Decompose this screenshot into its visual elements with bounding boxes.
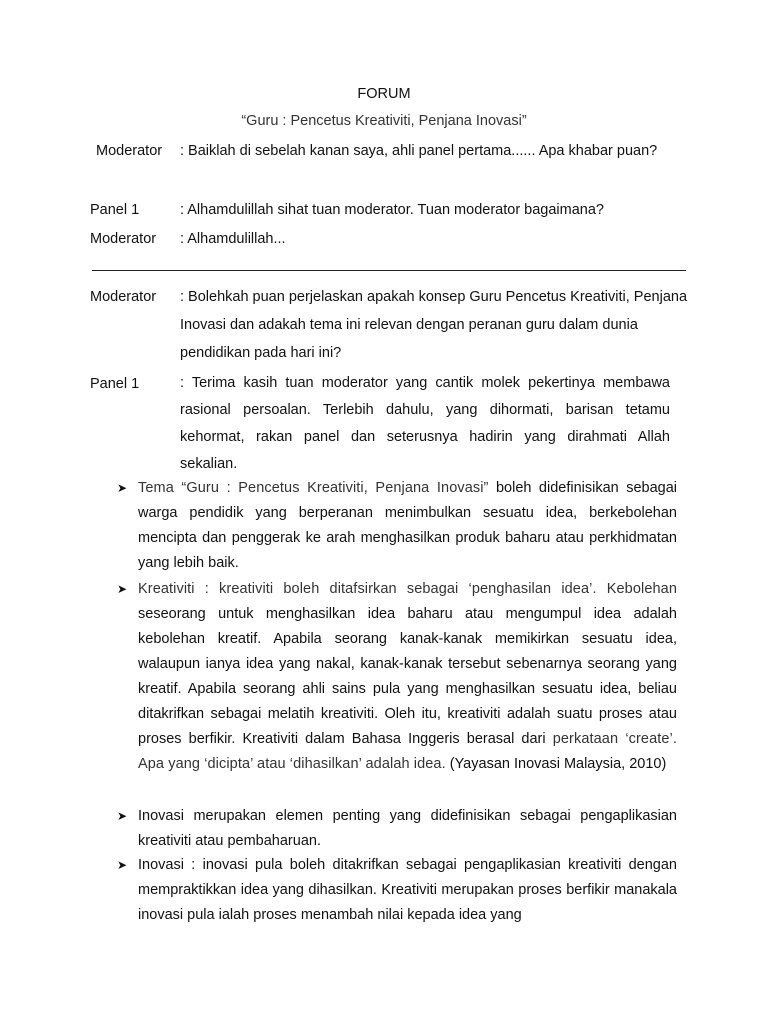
speaker: Panel 1	[90, 202, 140, 218]
intro-line-1	[96, 137, 696, 166]
bullet-text: Inovasi merupakan elemen penting yang didefinisikan sebagai pengaplikasian kreativiti atau pembaharuan.	[138, 808, 677, 849]
bullet-lead: Tema “Guru : Pencetus Kreativiti, Penjana Inovasi”	[138, 480, 489, 496]
speaker: Moderator	[90, 231, 157, 247]
dialogue-line-2	[90, 370, 690, 478]
arrow-bullet-icon: ➤	[117, 582, 128, 596]
arrow-bullet-icon: ➤	[117, 858, 128, 872]
bullet-text: seseorang untuk menghasilkan idea baharu atau mengumpul idea adalah kebolehan kreatif. Apabila seorang kanak-kanak memikirkan sesuatu idea, walaupun ianya idea yang nakal, kanak-kanak tersebut sebenarnya seorang yang kreatif. Apabila seorang ahli sains pula yang menghasilkan sesuatu idea, beliau ditakrifkan sebagai melatih kreativiti. Oleh itu, kreativiti adalah suatu proses atau proses berfikir. Kreativiti dalam Bahasa Inggeris berasal dari	[138, 606, 677, 747]
speaker: Moderator	[96, 143, 163, 159]
bullet-item	[117, 476, 677, 576]
bullet-item	[117, 577, 677, 777]
speech: : Terima kasih tuan moderator yang cantik molek pekertinya membawa rasional persoalan. Terlebih dahulu, yang dihormati, barisan tetamu kehormat, rakan panel dan seterusnya hadirin yang dirahmati Allah sekalian.	[180, 375, 670, 472]
speech: : Baiklah di sebelah kanan saya, ahli panel pertama...... Apa khabar puan?	[180, 143, 658, 159]
speech: : Bolehkah puan perjelaskan apakah konsep Guru Pencetus Kreativiti, Penjana Inovasi dan adakah tema ini relevan dengan peranan guru dalam dunia pendidikan pada hari ini?	[180, 289, 688, 361]
speech: : Alhamdulillah...	[180, 231, 286, 247]
intro-line-3	[90, 225, 690, 254]
dialogue-line-1	[90, 283, 690, 367]
bullet-end: (Yayasan Inovasi Malaysia, 2010)	[445, 756, 667, 772]
arrow-bullet-icon: ➤	[117, 481, 128, 495]
bullet-tail: perkataan ‘create’. Apa yang ‘dicipta’ atau ‘dihasilkan’ adalah idea.	[138, 731, 677, 772]
document-title: FORUM	[357, 86, 411, 102]
intro-line-2	[90, 196, 690, 225]
arrow-bullet-icon: ➤	[117, 809, 128, 823]
bullet-item	[117, 853, 677, 928]
bullet-text: Inovasi : inovasi pula boleh ditakrifkan sebagai pengaplikasian kreativiti dengan mempraktikkan idea yang dihasilkan. Kreativiti merupakan proses berfikir manakala inovasi pula ialah proses menambah nilai kepada idea yang	[138, 857, 677, 923]
divider	[92, 270, 686, 271]
speech: : Alhamdulillah sihat tuan moderator. Tuan moderator bagaimana?	[180, 202, 604, 218]
bullet-item	[117, 804, 677, 854]
speaker: Moderator	[90, 289, 157, 305]
bullet-text: boleh didefinisikan sebagai warga pendidik yang berperanan menimbulkan sesuatu idea, berkebolehan mencipta dan penggerak ke arah menghasilkan produk baharu atau perkhidmatan yang lebih baik.	[138, 480, 678, 571]
bullet-lead: Kreativiti : kreativiti boleh ditafsirkan sebagai ‘penghasilan idea’. Kebolehan	[138, 581, 677, 597]
document-subtitle: “Guru : Pencetus Kreativiti, Penjana Inovasi”	[241, 113, 527, 129]
speaker: Panel 1	[90, 376, 140, 392]
